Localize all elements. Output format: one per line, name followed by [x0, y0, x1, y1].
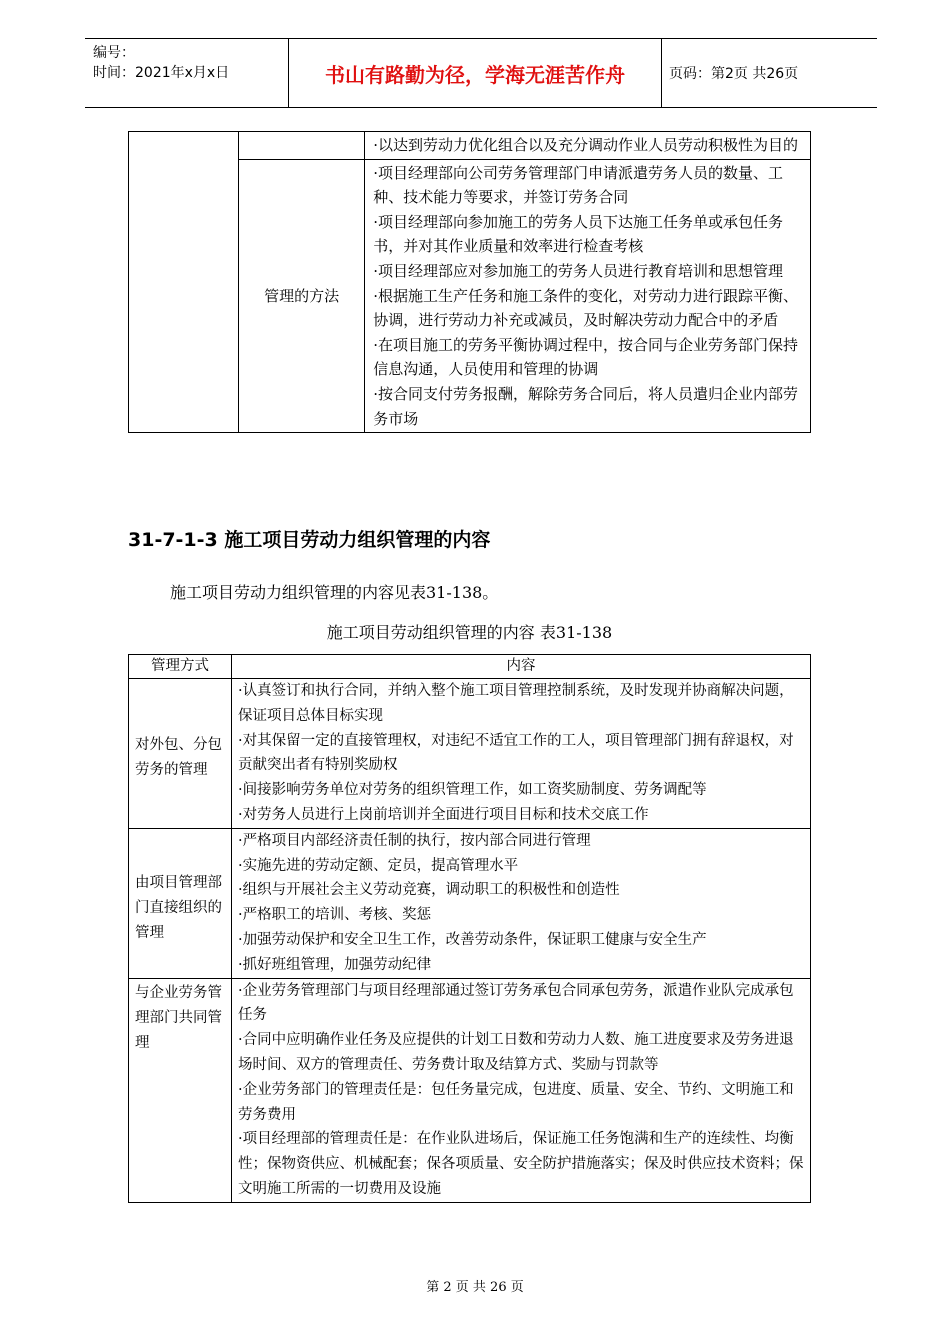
header-time: 时间：2021年x月x日	[93, 65, 230, 81]
list-item: ·在项目施工的劳务平衡协调过程中，按合同与企业劳务部门保持信息沟通，人员使用和管理的协调	[373, 335, 799, 379]
list-item: ·组织与开展社会主义劳动竞赛，调动职工的积极性和创造性	[238, 882, 620, 899]
list-item: ·加强劳动保护和安全卫生工作，改善劳动条件，保证职工健康与安全生产	[238, 931, 707, 948]
header-number: 编号：	[93, 45, 135, 61]
header-motto: 书山有路勤为径，学海无涯苦作舟	[288, 39, 662, 107]
table-row	[129, 132, 811, 160]
list-item: ·根据施工生产任务和施工条件的变化，对劳动力进行跟踪平衡、协调，进行劳动力补充或减员，及时解决劳动力配合中的矛盾	[373, 286, 799, 330]
table-caption: 施工项目劳动组织管理的内容 表31-138	[326, 623, 613, 642]
table-cell-empty	[239, 132, 365, 160]
mode-cell: 由项目管理部门直接组织的管理	[129, 828, 232, 978]
content-cell	[232, 679, 811, 829]
body-paragraph: 施工项目劳动力组织管理的内容见表31-138。	[170, 583, 499, 602]
page-footer: 第 2 页 共 26 页	[426, 1280, 524, 1295]
section-title: 31-7-1-3 施工项目劳动力组织管理的内容	[128, 529, 491, 551]
list-item: ·对劳务人员进行上岗前培训并全面进行项目目标和技术交底工作	[238, 806, 649, 823]
method-label: 管理的方法	[239, 159, 365, 433]
list-item: ·企业劳务部门的管理责任是：包任务量完成，包进度、质量、安全、节约、文明施工和劳务费用	[238, 1081, 794, 1123]
list-item: ·项目经理部向公司劳务管理部门申请派遣劳务人员的数量、工种、技术能力等要求，并签订劳务合同	[373, 163, 784, 207]
labor-organization-table	[128, 654, 811, 1203]
table-cell-content: ·以达到劳动力优化组合以及充分调动作业人员劳动积极性为目的	[365, 132, 811, 160]
method-items	[365, 159, 811, 433]
table-row	[129, 828, 811, 978]
list-item: ·按合同支付劳务报酬，解除劳务合同后，将人员遣归企业内部劳务市场	[373, 384, 799, 428]
list-item: ·对其保留一定的直接管理权，对违纪不适宜工作的工人，项目管理部门拥有辞退权，对贡献突出者有特别奖励权	[238, 732, 794, 774]
list-item: ·合同中应明确作业任务及应提供的计划工日数和劳动力人数、施工进度要求及劳务进退场时间、双方的管理责任、劳务费计取及结算方式、奖励与罚款等	[238, 1032, 794, 1073]
list-item: ·间接影响劳务单位对劳务的组织管理工作，如工资奖励制度、劳务调配等	[238, 782, 707, 799]
column-header-mode: 管理方式	[129, 655, 232, 679]
header-page-number: 页码：第2页 共26页	[669, 66, 799, 82]
mode-cell: 对外包、分包劳务的管理	[129, 679, 232, 829]
list-item: ·项目经理部应对参加施工的劳务人员进行教育培训和思想管理	[373, 261, 784, 280]
page-header	[85, 38, 877, 108]
list-item: ·项目经理部的管理责任是：在作业队进场后，保证施工任务饱满和生产的连续性、均衡性；保物资供应、机械配套；保各项质量、安全防护措施落实；保及时供应技术资料；保文明施工所需的一切费用及设施	[238, 1131, 804, 1197]
table-row	[129, 978, 811, 1202]
list-item: ·严格项目内部经济责任制的执行，按内部合同进行管理	[238, 832, 591, 849]
list-item: ·实施先进的劳动定额、定员，提高管理水平	[238, 857, 519, 874]
list-item: ·严格职工的培训、考核、奖惩	[238, 907, 432, 924]
list-item: ·抓好班组管理，加强劳动纪律	[238, 956, 432, 973]
list-item: ·企业劳务管理部门与项目经理部通过签订劳务承包合同承包劳务，派遣作业队完成承包任务	[238, 982, 794, 1024]
content-cell	[232, 828, 811, 978]
table-header-row	[129, 655, 811, 679]
header-meta	[93, 43, 288, 83]
table-cell-empty	[129, 132, 239, 433]
management-table-continued	[128, 131, 811, 433]
mode-cell: 与企业劳务管理部门共同管理	[129, 978, 232, 1202]
list-item: ·项目经理部向参加施工的劳务人员下达施工任务单或承包任务书，并对其作业质量和效率进行检查考核	[373, 212, 784, 256]
list-item: ·认真签订和执行合同，并纳入整个施工项目管理控制系统，及时发现并协商解决问题，保证项目总体目标实现	[238, 683, 794, 724]
table-row	[129, 679, 811, 829]
content-cell	[232, 978, 811, 1202]
column-header-content: 内容	[232, 655, 811, 679]
